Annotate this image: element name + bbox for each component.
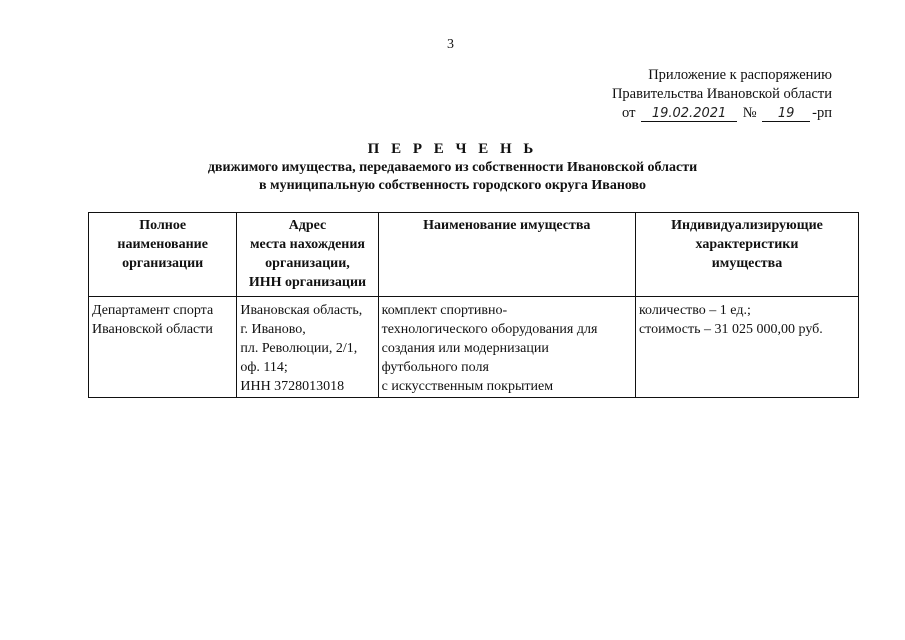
- number-suffix: -рп: [812, 105, 832, 121]
- document-title-block: [0, 140, 905, 195]
- page-number: 3: [447, 37, 454, 52]
- table-row: [89, 297, 859, 398]
- header-property-name: Наименование имущества: [378, 213, 635, 297]
- document-subtitle-line-2: в муниципальную собственность городского округа Иваново: [258, 178, 647, 193]
- header-characteristics: Индивидуализирующие характеристики имущества: [635, 213, 858, 297]
- appendix-header: [612, 66, 832, 123]
- number-prefix: №: [742, 105, 757, 121]
- cell-org: Департамент спорта Ивановской области: [89, 297, 237, 398]
- handwritten-date: 19.02.2021: [641, 106, 737, 122]
- appendix-line-2: Правительства Ивановской области: [611, 86, 832, 102]
- property-table: [88, 212, 859, 398]
- document-subtitle-line-1: движимого имущества, передаваемого из собственности Ивановской области: [207, 160, 698, 175]
- appendix-line-1: Приложение к распоряжению: [648, 67, 832, 83]
- cell-address: Ивановская область, г. Иваново, пл. Революции, 2/1, оф. 114; ИНН 3728013018: [237, 297, 378, 398]
- document-title: П Е Р Е Ч Е Н Ь: [367, 141, 538, 157]
- appendix-date-line: [612, 104, 832, 123]
- header-address: Адрес места нахождения организации, ИНН организации: [237, 213, 378, 297]
- date-prefix: от: [622, 105, 636, 121]
- handwritten-number: 19: [762, 106, 810, 122]
- cell-property-name: комплект спортивно- технологического оборудования для создания или модернизации футбольного поля с искусственным покрытием: [378, 297, 635, 398]
- header-org: Полное наименование организации: [89, 213, 237, 297]
- cell-characteristics: количество – 1 ед.; стоимость – 31 025 000,00 руб.: [635, 297, 858, 398]
- table-header-row: [89, 213, 859, 297]
